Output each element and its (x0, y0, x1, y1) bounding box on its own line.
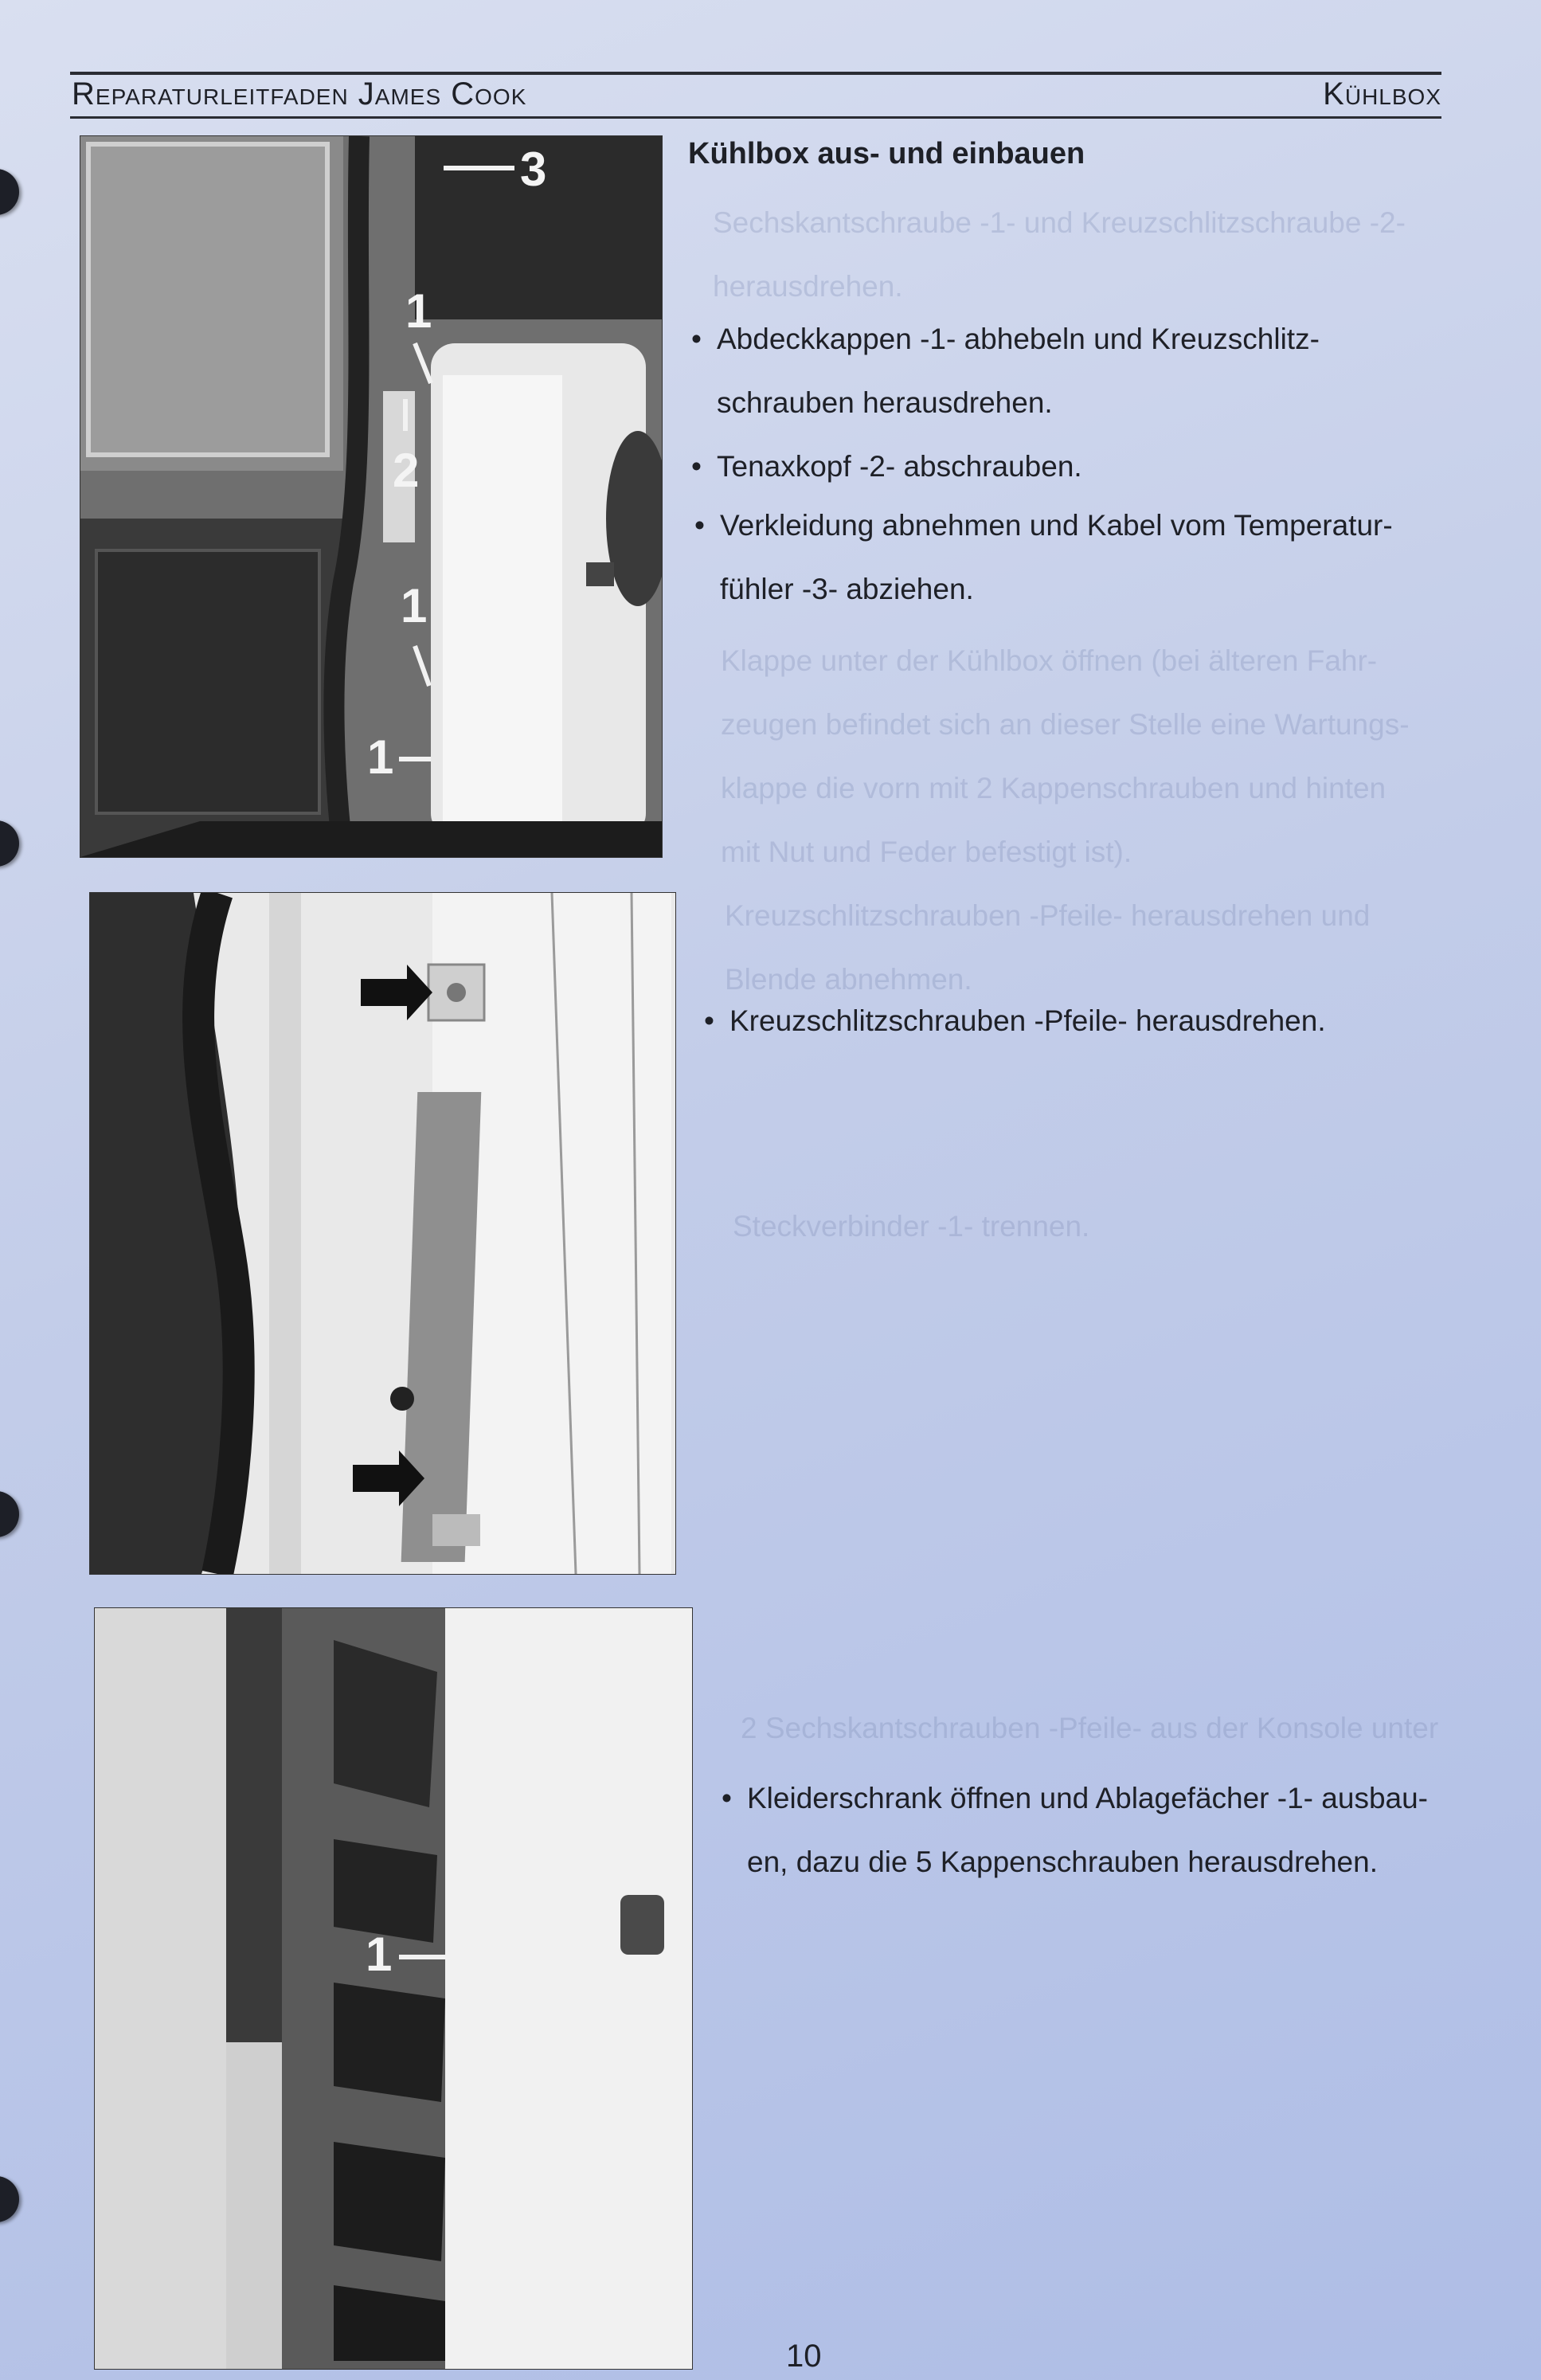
photo-screws-arrows (89, 892, 676, 1575)
bullet-icon: • (694, 509, 705, 542)
step-1-line-1: Abdeckkappen -1- abhebeln und Kreuzschlitz- (717, 323, 1320, 355)
photo-label-3: 3 (520, 143, 547, 196)
bleed-through-line: Klappe unter der Kühlbox öffnen (bei älteren Fahr- (721, 644, 1378, 677)
step-4-line-1: Kreuzschlitzschrauben -Pfeile- herausdrehen. (729, 1004, 1326, 1037)
header-rule-top (70, 72, 1441, 75)
bleed-through-line: Steckverbinder -1- trennen. (733, 1210, 1090, 1243)
step-2 (691, 435, 1082, 499)
photo-label-2: 2 (393, 444, 420, 497)
step-5 (722, 1767, 1428, 1894)
step-1 (691, 307, 1320, 435)
step-4 (704, 989, 1326, 1053)
photo-label-1b: 1 (401, 579, 428, 632)
step-5-line-1: Kleiderschrank öffnen und Ablagefächer -1- ausbau- (747, 1782, 1428, 1814)
bullet-icon: • (691, 450, 702, 483)
punch-hole (0, 2176, 19, 2222)
step-2-line-1: Tenaxkopf -2- abschrauben. (717, 450, 1082, 483)
header-section: Kühlbox (1323, 76, 1441, 112)
header-rule-bottom (70, 116, 1441, 119)
bleed-through-line: Sechskantschraube -1- und Kreuzschlitzschraube -2- (713, 206, 1406, 239)
bullet-icon: • (722, 1782, 732, 1814)
step-3-line-2: fühler -3- abziehen. (720, 573, 974, 605)
section-title: Kühlbox aus- und einbauen (688, 137, 1085, 170)
header-title: Reparaturleitfaden James Cook (72, 76, 527, 112)
step-5-line-2: en, dazu die 5 Kappenschrauben herausdrehen. (747, 1846, 1378, 1878)
bleed-through-line: zeugen befindet sich an dieser Stelle eine Wartungs- (721, 708, 1410, 741)
step-1-line-2: schrauben herausdrehen. (717, 386, 1053, 419)
bullet-icon: • (704, 1004, 714, 1037)
bleed-through-line: klappe die vorn mit 2 Kappenschrauben und hinten (721, 772, 1387, 804)
bleed-through-line: 2 Sechskantschrauben -Pfeile- aus der Konsole unter (741, 1712, 1439, 1744)
photo3-label-1: 1 (366, 1928, 393, 1981)
step-3 (694, 494, 1393, 621)
punch-hole (0, 820, 19, 867)
bleed-through-line: Blende abnehmen. (725, 963, 972, 996)
bleed-through-line: Kreuzschlitzschrauben -Pfeile- herausdrehen und (725, 899, 1371, 932)
bleed-through-line: mit Nut und Feder befestigt ist). (721, 836, 1132, 868)
punch-hole (0, 1491, 19, 1537)
punch-hole (0, 169, 19, 215)
page-number: 10 (786, 2339, 822, 2374)
photo-label-1: 1 (405, 284, 432, 338)
step-3-line-1: Verkleidung abnehmen und Kabel vom Temperatur- (720, 509, 1393, 542)
bullet-icon: • (691, 323, 702, 355)
bleed-through-line: herausdrehen. (713, 270, 903, 303)
photo-label-1c: 1 (367, 730, 394, 784)
photo-cooler-panel (80, 135, 663, 858)
photo-wardrobe-shelves (94, 1607, 693, 2370)
